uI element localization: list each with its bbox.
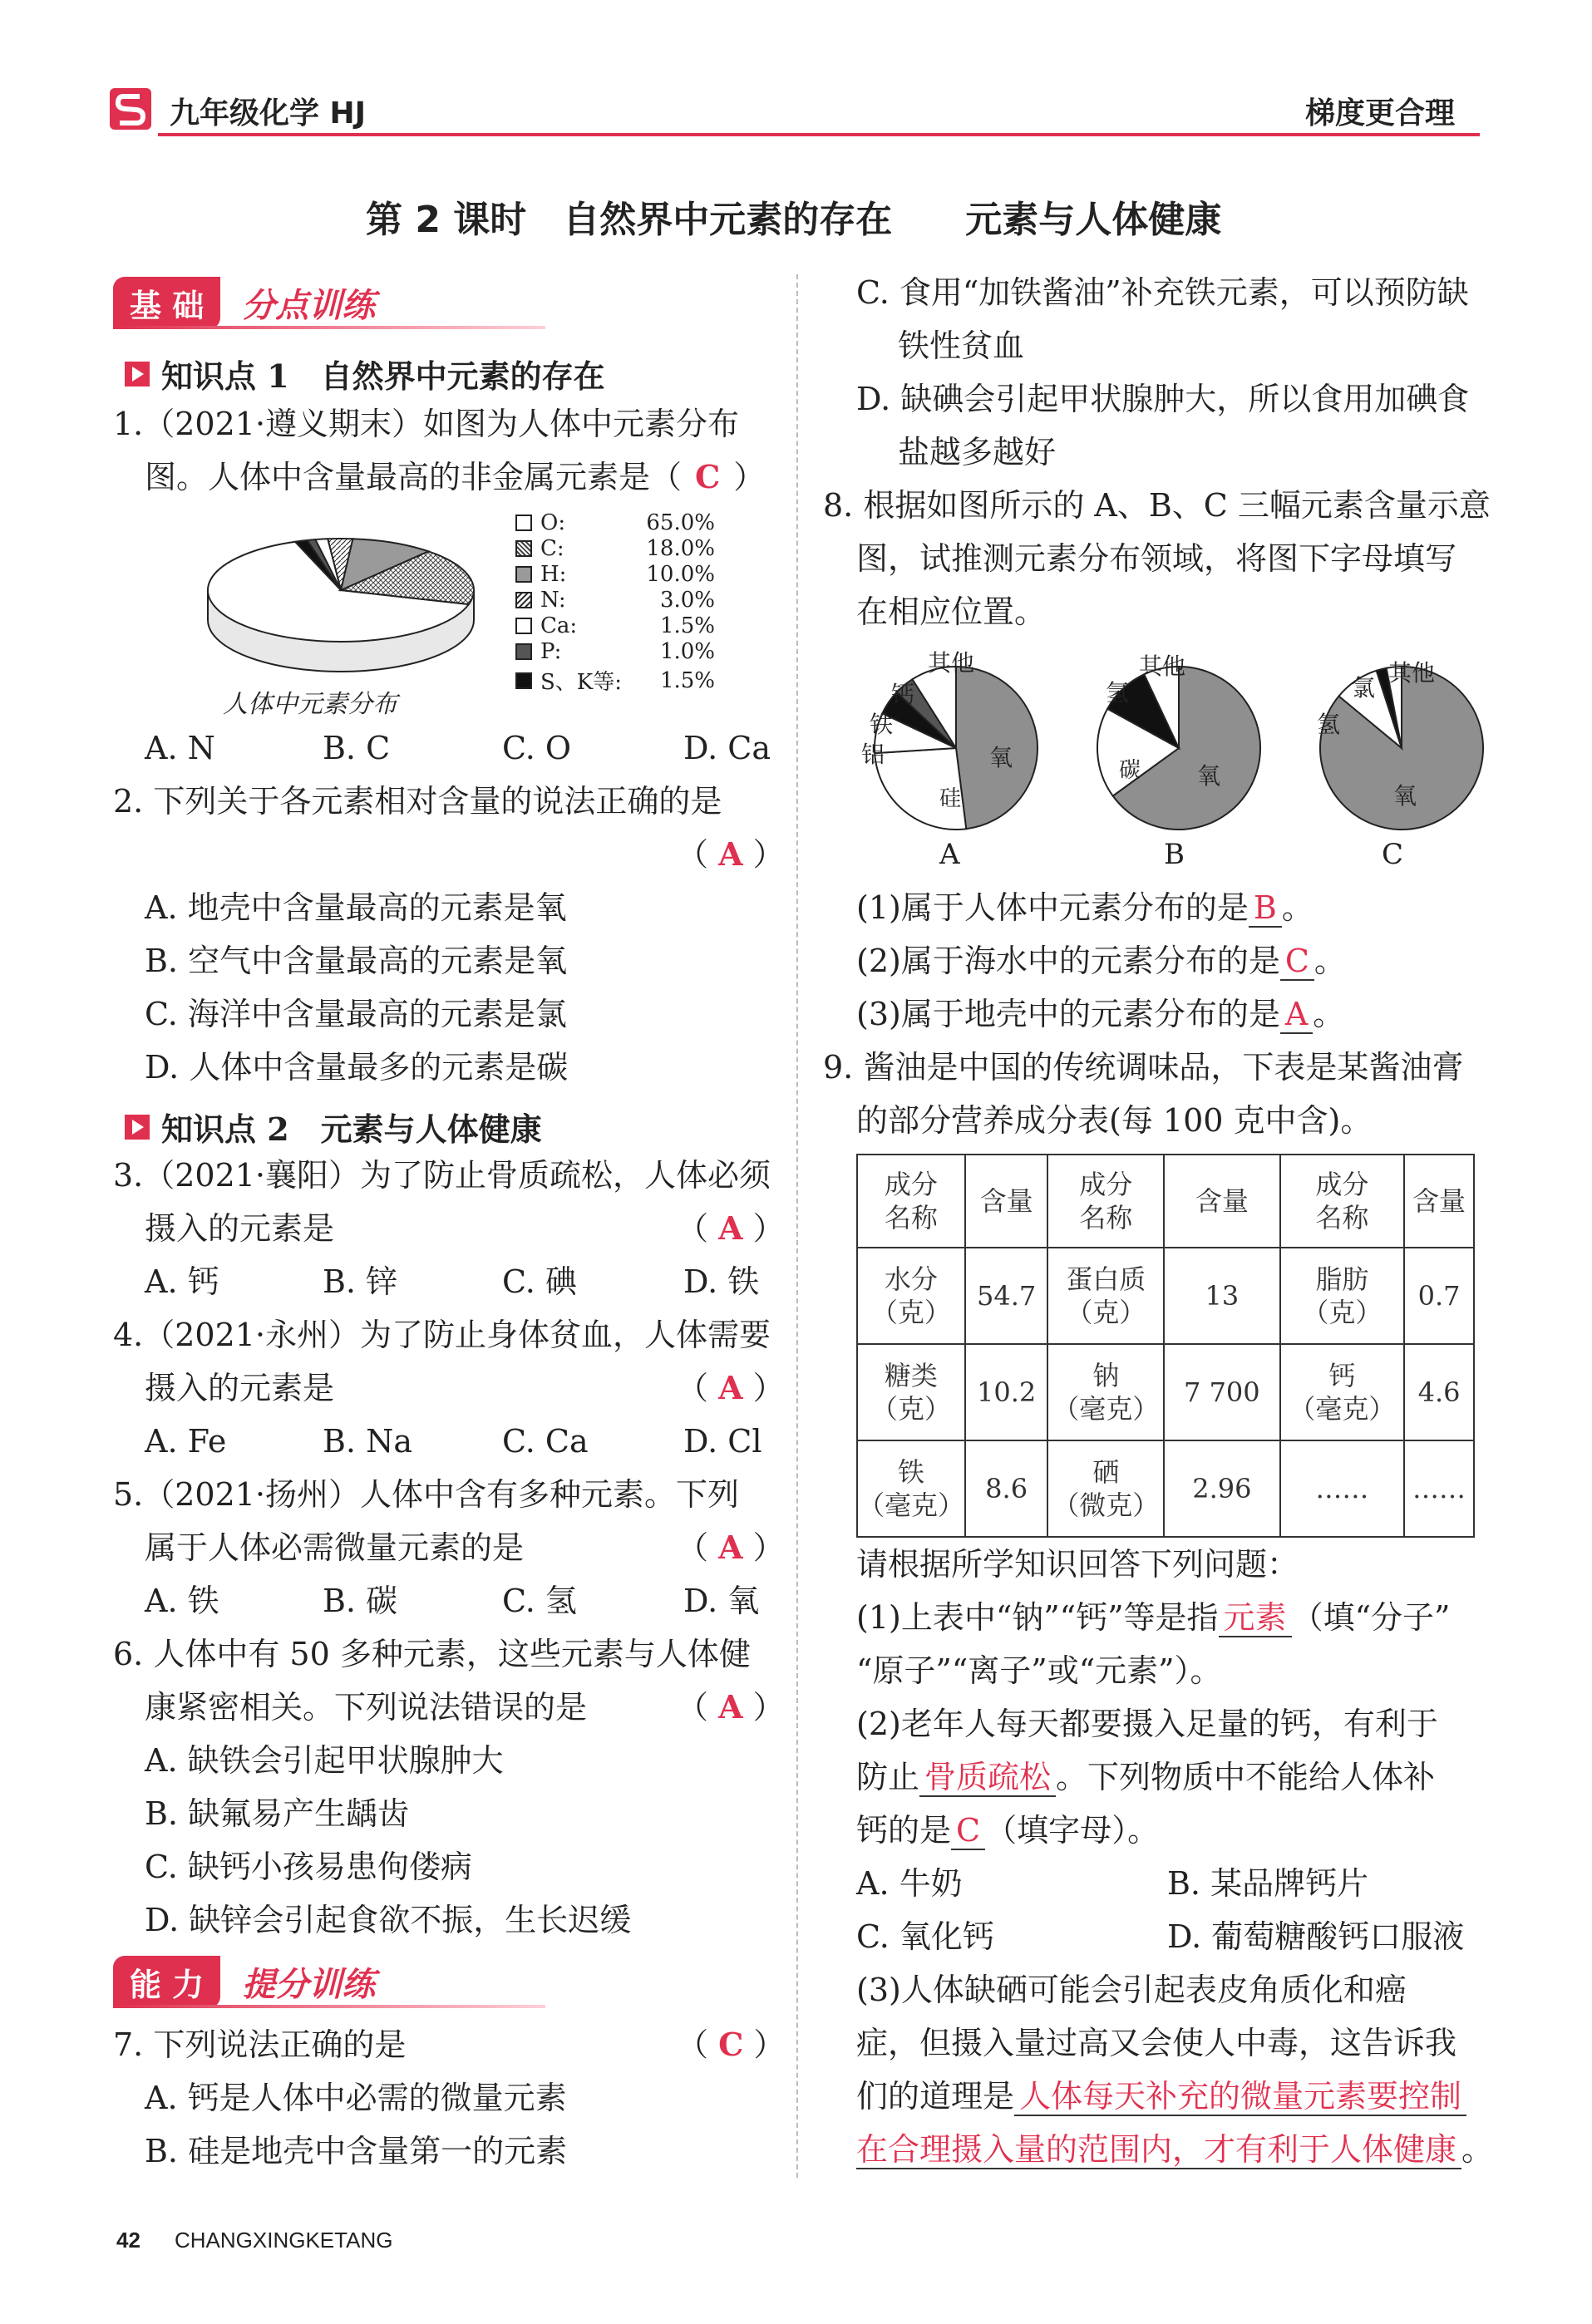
q3-answer-paren: （ A ） (677, 1209, 785, 1247)
knowledge-point-1 (125, 351, 605, 396)
legend-swatch (515, 566, 532, 583)
q9-p3-line2: 症，但摄入量过高又会使人中毒，这告诉我 (856, 2025, 1457, 2061)
q3-line1: 3.（2021·襄阳）为了防止骨质疏松，人体必须 (113, 1157, 771, 1194)
q9-p2e: （填字母）。 (985, 1812, 1160, 1849)
pieA-label-ca: 钙 (891, 681, 915, 708)
footer-brand: CHANGXINGKETANG (175, 2228, 393, 2253)
legend-name: Ca: (540, 613, 578, 638)
column-divider (796, 274, 798, 2178)
q5-option-c: C. 氢 (502, 1583, 577, 1619)
table-cell: 7 700 (1164, 1344, 1279, 1440)
table-header-cell: 含量 (1164, 1155, 1279, 1248)
q6-answer-paren: （ A ） (677, 1688, 785, 1726)
q9-option-d: D. 葡萄糖酸钙口服液 (1167, 1918, 1465, 1955)
q1-line2 (145, 460, 765, 494)
pieC-title: C (1382, 838, 1404, 871)
q9-p3-answer2: 在合理摄入量的范围内，才有利于人体健康 (856, 2131, 1461, 2169)
q8-sub2 (856, 944, 1346, 977)
q1-option-b: B. C (323, 730, 391, 766)
play-icon (125, 362, 150, 387)
table-cell: 10.2 (965, 1344, 1048, 1440)
q9-p2-line2 (856, 1760, 1435, 1794)
section-ability-sub: 提分训练 (242, 1965, 376, 2004)
table-cell: …… (1280, 1440, 1405, 1537)
legend-item (515, 562, 715, 587)
play-icon (125, 1115, 150, 1140)
q1-line2-text: 图。人体中含量最高的非金属元素是（ (145, 459, 683, 495)
section-basic-tag: 基 础 (113, 277, 220, 329)
legend-item (515, 588, 715, 613)
q7-option-d-line2: 盐越多越好 (898, 434, 1057, 470)
q9-option-a: A. 牛奶 (856, 1865, 963, 1902)
q4-option-a: A. Fe (145, 1423, 227, 1460)
header-subject: 九年级化学 HJ (170, 96, 367, 130)
q6-option-c: C. 缺钙小孩易患佝偻病 (145, 1849, 472, 1885)
table-cell: 糖类 （克） (857, 1344, 965, 1440)
q2-option-d: D. 人体中含量最多的元素是碳 (145, 1049, 569, 1086)
q8-line1: 8. 根据如图所示的 A、B、C 三幅元素含量示意 (823, 487, 1491, 524)
q7-answer-paren: （ C ） (677, 2026, 786, 2063)
q6-option-a: A. 缺铁会引起甲状腺肿大 (145, 1742, 504, 1779)
table-row (857, 1248, 1474, 1344)
q7-option-d-line1: D. 缺碘会引起甲状腺肿大，所以食用加碘食 (856, 381, 1470, 417)
section-ability-tag: 能 力 (113, 1956, 220, 2008)
pieC-label-cl: 氯 (1352, 674, 1376, 702)
legend-value: 3.0% (659, 588, 715, 613)
q5-answer-paren: （ A ） (677, 1529, 785, 1566)
section-basic-header (113, 276, 545, 329)
knowledge-point-2 (125, 1104, 542, 1150)
pieB-label-o: 氧 (1197, 762, 1221, 790)
table-cell: 硒 （微克） (1047, 1440, 1164, 1537)
legend-swatch (515, 515, 532, 531)
q4-answer: A (718, 1369, 743, 1406)
header-rule (158, 133, 1480, 136)
legend-item (515, 510, 715, 535)
section-underline (113, 2005, 545, 2008)
q6-answer: A (718, 1688, 743, 1726)
q9-p1a: (1)上表中“钠”“钙”等是指 (856, 1599, 1219, 1636)
q7-option-c-line2: 铁性贫血 (898, 327, 1025, 364)
q3-line2: 摄入的元素是 (145, 1210, 335, 1247)
q7-option-a: A. 钙是人体中必需的微量元素 (145, 2080, 567, 2116)
header-slogan: 梯度更合理 (1305, 96, 1456, 130)
q2-line1: 2. 下列关于各元素相对含量的说法正确的是 (113, 783, 722, 820)
pieA-label-o: 氧 (989, 744, 1013, 771)
pieC-label-o: 氧 (1393, 782, 1417, 810)
q9-p2c: 。下列物质中不能给人体补 (1056, 1759, 1436, 1795)
q8-sub2-answer: C (1280, 943, 1314, 981)
legend-swatch (515, 672, 532, 689)
q6-option-d: D. 缺锌会引起食欲不振，生长迟缓 (145, 1902, 632, 1938)
pieC-label-h: 氢 (1317, 711, 1341, 738)
q8-sub3 (856, 997, 1344, 1031)
q9-p1-answer: 元素 (1219, 1599, 1292, 1637)
q5-option-d: D. 氧 (683, 1583, 760, 1619)
legend-item (515, 536, 715, 561)
legend-item (515, 665, 715, 696)
q9-intro: 请根据所学知识回答下列问题： (856, 1546, 1299, 1583)
q9-option-b: B. 某品牌钙片 (1167, 1865, 1369, 1902)
table-cell: 8.6 (965, 1440, 1048, 1537)
legend-item (515, 639, 715, 664)
q1-line1: 1.（2021·遵义期末）如图为人体中元素分布 (113, 406, 740, 442)
q9-p3-line3 (856, 2080, 1466, 2113)
q9-line1: 9. 酱油是中国的传统调味品，下表是某酱油膏 (823, 1049, 1464, 1086)
q5-line2: 属于人体必需微量元素的是 (145, 1529, 525, 1566)
q5-line1: 5.（2021·扬州）人体中含有多种元素。下列 (113, 1476, 740, 1513)
pieC-label-other: 其他 (1388, 659, 1436, 687)
table-cell: 钠 （毫克） (1047, 1344, 1164, 1440)
table-cell: 钙 （毫克） (1280, 1344, 1405, 1440)
q9-p3-end: 。 (1461, 2131, 1494, 2168)
table-header-cell: 成分 名称 (1047, 1155, 1164, 1248)
legend-name: N: (540, 588, 566, 613)
table-row (857, 1344, 1474, 1440)
q4-option-b: B. Na (323, 1423, 412, 1460)
q1-answer: C (695, 458, 721, 495)
pieA-title: A (939, 838, 960, 871)
kp2-label: 知识点 2 元素与人体健康 (161, 1110, 542, 1148)
legend-name: C: (540, 536, 564, 561)
q3-option-c: C. 碘 (502, 1263, 577, 1300)
q9-p1b: （填“分子” (1291, 1599, 1451, 1636)
q9-p1-line2: “原子”“离子”或“元素”）。 (856, 1652, 1222, 1689)
legend-value: 65.0% (646, 510, 715, 535)
page-title: 第 2 课时 自然界中元素的存在 元素与人体健康 (366, 199, 1222, 241)
q1-option-a: A. N (145, 730, 215, 766)
table-cell: …… (1404, 1440, 1474, 1537)
pieB-label-h: 氢 (1106, 679, 1130, 707)
legend-name: S、K等: (540, 670, 622, 695)
q9-p3-answer1: 人体每天补充的微量元素要控制 (1014, 2078, 1466, 2116)
table-cell: 水分 （克） (857, 1248, 965, 1344)
q6-option-b: B. 缺氟易产生龋齿 (145, 1795, 410, 1832)
q5-option-a: A. 铁 (145, 1583, 219, 1619)
logo-icon (108, 86, 153, 131)
table-cell: 脂肪 （克） (1280, 1248, 1405, 1344)
legend-swatch (515, 643, 532, 660)
pieA-label-al: 铝 (861, 741, 885, 768)
q2-option-a: A. 地壳中含量最高的元素是氧 (145, 889, 567, 926)
pieA-label-si: 硅 (939, 786, 962, 811)
legend-item (515, 613, 715, 638)
pie-caption: 人体中元素分布 (223, 690, 397, 719)
q8-line2: 图，试推测元素分布领域，将图下字母填写 (856, 540, 1457, 577)
table-row (857, 1440, 1474, 1537)
legend-value: 18.0% (646, 536, 715, 561)
q4-option-d: D. Cl (683, 1423, 762, 1460)
table-cell: 13 (1164, 1248, 1279, 1344)
legend-swatch (515, 618, 532, 634)
legend-name: O: (540, 510, 566, 535)
table-header-cell: 成分 名称 (857, 1155, 965, 1248)
q1-option-c: C. O (502, 730, 572, 766)
table-header-cell: 含量 (965, 1155, 1048, 1248)
pieB-label-other: 其他 (1139, 652, 1186, 680)
q8-sub3-end: 。 (1313, 996, 1345, 1032)
q3-option-a: A. 钙 (145, 1263, 219, 1300)
q2-option-c: C. 海洋中含量最高的元素是氯 (145, 996, 567, 1032)
legend-swatch (515, 592, 532, 608)
q9-line2: 的部分营养成分表(每 100 克中含)。 (856, 1102, 1373, 1139)
pieA-label-other: 其他 (928, 649, 975, 677)
q2-answer: A (718, 835, 743, 873)
table-cell: 0.7 (1404, 1248, 1474, 1344)
q6-line2: 康紧密相关。下列说法错误的是 (145, 1689, 588, 1726)
section-basic-sub: 分点训练 (242, 286, 376, 325)
q4-line2: 摄入的元素是 (145, 1370, 335, 1406)
q9-p2d: 钙的是 (856, 1812, 952, 1849)
q8-sub2-text: (2)属于海水中的元素分布的是 (856, 943, 1280, 979)
table-cell: 铁 （毫克） (857, 1440, 965, 1537)
kp1-label: 知识点 1 自然界中元素的存在 (161, 357, 605, 395)
q9-p3-line4 (856, 2133, 1493, 2166)
table-cell: 蛋白质 （克） (1047, 1248, 1164, 1344)
legend-value: 1.5% (659, 667, 715, 693)
pieA-label-fe: 铁 (870, 711, 894, 738)
table-cell: 54.7 (965, 1248, 1048, 1344)
q9-p3c: 们的道理是 (856, 2078, 1015, 2115)
q8-sub1 (856, 891, 1314, 924)
q2-answer-paren: （ A ） (677, 835, 785, 873)
q9-p2b: 防止 (856, 1759, 920, 1795)
q9-p2-answer: 骨质疏松 (919, 1759, 1056, 1797)
q7-answer: C (718, 2026, 744, 2063)
q9-option-c: C. 氧化钙 (856, 1918, 994, 1955)
q7-line1: 7. 下列说法正确的是 (113, 2026, 407, 2063)
q4-option-c: C. Ca (502, 1423, 589, 1460)
table-header-cell: 成分 名称 (1280, 1155, 1405, 1248)
q9-p2-line1: (2)老年人每天都要摄入足量的钙，有利于 (856, 1706, 1438, 1742)
q8-line3: 在相应位置。 (856, 593, 1047, 630)
page-number: 42 (116, 2228, 140, 2253)
pieB-title: B (1164, 838, 1185, 871)
q9-p2-line3 (856, 1814, 1159, 1847)
nutrition-table (856, 1154, 1475, 1538)
q8-sub3-text: (3)属于地壳中的元素分布的是 (856, 996, 1280, 1032)
q1-option-d: D. Ca (683, 730, 771, 766)
q8-sub1-text: (1)属于人体中元素分布的是 (856, 889, 1249, 926)
q3-option-b: B. 锌 (323, 1263, 398, 1300)
table-cell: 2.96 (1164, 1440, 1279, 1537)
legend-swatch (515, 540, 532, 557)
q9-p2-answer2: C (951, 1812, 985, 1850)
q7-option-b: B. 硅是地壳中含量第一的元素 (145, 2133, 568, 2169)
q3-option-d: D. 铁 (683, 1263, 760, 1300)
body-element-pie-chart (191, 515, 507, 698)
section-underline (113, 326, 545, 329)
q8-sub3-answer: A (1280, 996, 1313, 1034)
q8-sub2-end: 。 (1314, 943, 1346, 979)
section-ability-header (113, 1955, 545, 2008)
table-header-row (857, 1155, 1474, 1248)
q5-option-b: B. 碳 (323, 1583, 398, 1619)
q7-option-c-line1: C. 食用“加铁酱油”补充铁元素，可以预防缺 (856, 274, 1469, 311)
legend-name: H: (540, 562, 567, 587)
q5-answer: A (718, 1529, 743, 1566)
q2-option-b: B. 空气中含量最高的元素是氧 (145, 943, 568, 979)
q4-answer-paren: （ A ） (677, 1369, 785, 1406)
table-cell: 4.6 (1404, 1344, 1474, 1440)
q8-sub1-answer: B (1249, 889, 1282, 928)
legend-name: P: (540, 639, 562, 664)
q9-p3-line1: (3)人体缺硒可能会引起表皮角质化和癌 (856, 1972, 1407, 2008)
q3-answer: A (718, 1209, 743, 1247)
legend-value: 1.0% (659, 639, 715, 664)
legend-value: 10.0% (646, 562, 715, 587)
pieB-label-c: 碳 (1119, 758, 1141, 783)
q6-line1: 6. 人体中有 50 多种元素，这些元素与人体健 (113, 1636, 751, 1672)
q4-line1: 4.（2021·永州）为了防止身体贫血，人体需要 (113, 1317, 771, 1353)
q1-close: ） (733, 459, 766, 495)
table-header-cell: 含量 (1404, 1155, 1474, 1248)
q9-p1-line1 (856, 1601, 1450, 1634)
legend-value: 1.5% (659, 613, 715, 638)
q8-sub1-end: 。 (1281, 889, 1314, 926)
